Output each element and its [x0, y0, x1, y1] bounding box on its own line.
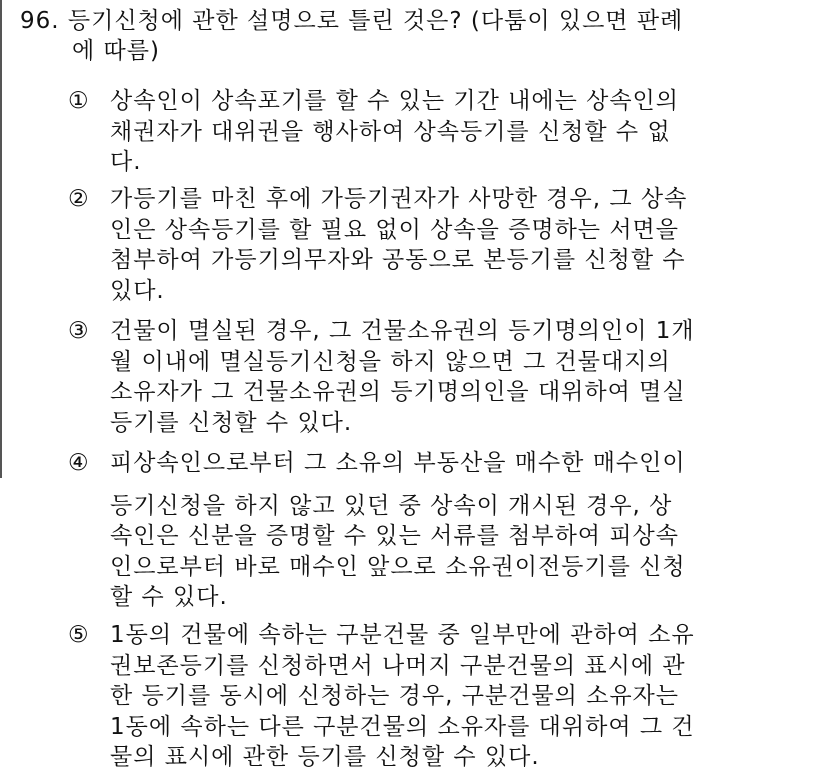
choice-5-line-5: 물의 표시에 관한 등기를 신청할 수 있다. — [110, 744, 540, 770]
choice-1-marker: ① — [68, 88, 90, 114]
question-stem — [20, 6, 810, 66]
choice-2[interactable] — [68, 184, 758, 306]
choice-1-line-2: 채권자가 대위권을 행사하여 상속등기를 신청할 수 없 — [110, 118, 671, 145]
choice-3[interactable] — [68, 316, 758, 438]
choice-5-line-4: 1동에 속하는 다른 구분건물의 소유자를 대위하여 그 건 — [110, 713, 695, 740]
choice-3-text — [110, 316, 758, 438]
choice-3-line-1: 건물이 멸실된 경우, 그 건물소유권의 등기명의인이 1개 — [110, 318, 695, 344]
choice-4-marker: ④ — [68, 450, 90, 476]
choice-2-line-1: 가등기를 마친 후에 가등기권자가 사망한 경우, 그 상속 — [110, 186, 688, 212]
choice-2-line-3: 첨부하여 가등기의무자와 공동으로 본등기를 신청할 수 — [110, 247, 686, 273]
choice-1-text — [110, 86, 758, 178]
choice-4-line-5: 할 수 있다. — [110, 584, 228, 610]
choice-5-line-1: 1동의 건물에 속하는 구분건물 중 일부만에 관하여 소유 — [110, 622, 695, 648]
choice-2-line-2: 인은 상속등기를 할 필요 없이 상속을 증명하는 서면을 — [110, 216, 679, 243]
left-margin-rule — [0, 0, 2, 478]
choice-3-marker: ③ — [68, 318, 90, 344]
choice-2-text — [110, 184, 758, 306]
choice-2-line-4: 있다. — [110, 277, 165, 304]
choice-4-text — [110, 448, 758, 613]
choice-2-marker: ② — [68, 186, 90, 212]
question-line-2: 에 따름) — [72, 38, 160, 64]
choice-1-line-1: 상속인이 상속포기를 할 수 있는 기간 내에는 상속인의 — [110, 88, 679, 114]
choice-1[interactable] — [68, 86, 758, 178]
choice-5-line-3: 한 등기를 동시에 신청하는 경우, 구분건물의 소유자는 — [110, 683, 679, 709]
question-line-1: 96. 등기신청에 관한 설명으로 틀린 것은? (다툼이 있으면 판례 — [20, 8, 684, 34]
choice-5-text — [110, 620, 758, 773]
choice-4-line-4: 인으로부터 바로 매수인 앞으로 소유권이전등기를 신청 — [110, 553, 686, 580]
choice-5[interactable] — [68, 620, 758, 773]
choice-4-line-3: 속인은 신분을 증명할 수 있는 서류를 첨부하여 피상속 — [110, 523, 679, 549]
choice-3-line-4: 등기를 신청할 수 있다. — [110, 409, 353, 436]
choice-4-line-1: 피상속인으로부터 그 소유의 부동산을 매수한 매수인이 — [110, 450, 686, 476]
choice-3-line-3: 소유자가 그 건물소유권의 등기명의인을 대위하여 멸실 — [110, 379, 686, 405]
choice-3-line-2: 월 이내에 멸실등기신청을 하지 않으면 그 건물대지의 — [110, 348, 671, 375]
choice-4-line-2: 등기신청을 하지 않고 있던 중 상속이 개시된 경우, 상 — [110, 492, 673, 519]
choice-5-line-2: 권보존등기를 신청하면서 나머지 구분건물의 표시에 관 — [110, 652, 686, 679]
choice-4[interactable] — [68, 448, 758, 613]
choice-1-line-3: 다. — [110, 149, 142, 175]
choice-5-marker: ⑤ — [68, 622, 90, 648]
